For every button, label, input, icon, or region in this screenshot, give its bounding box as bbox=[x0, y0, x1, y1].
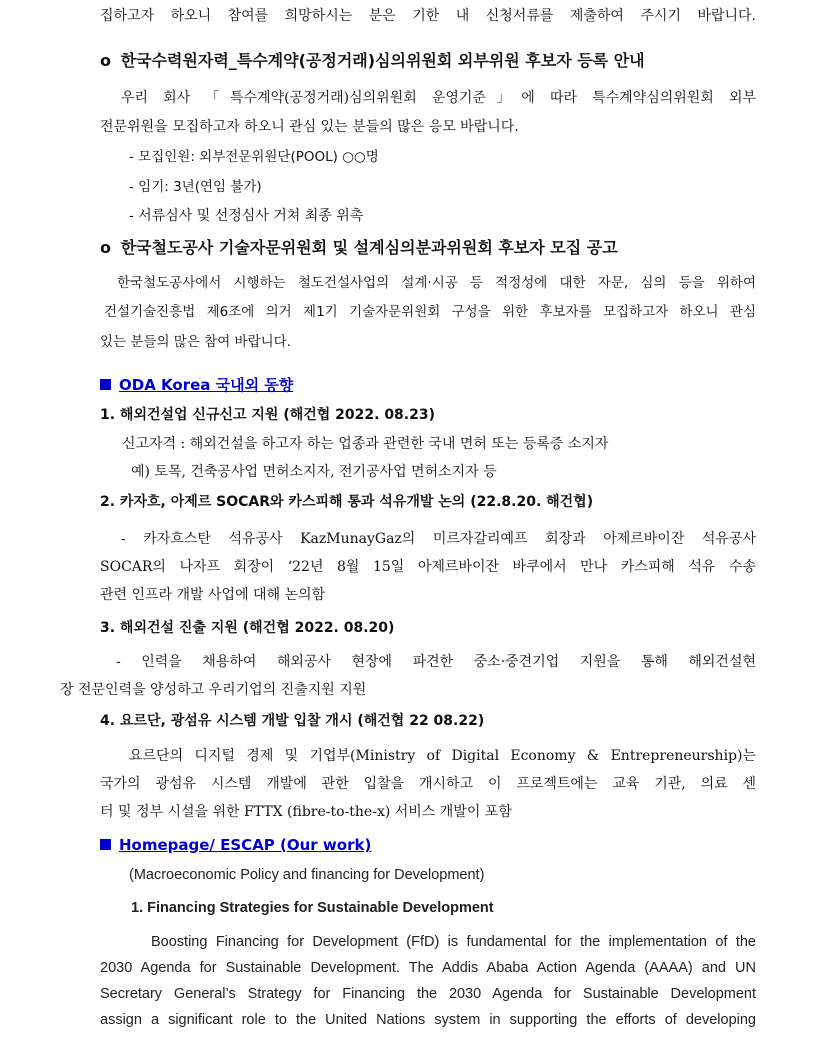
oda-item-text: - 카자흐스탄 석유공사 KazMunayGaz의 미르자갈리예프 회장과 아제르바이잔 석유공사 bbox=[121, 531, 756, 547]
heading-khnp bbox=[100, 51, 645, 71]
section-escap-title: Homepage/ ESCAP (Our work) bbox=[119, 836, 372, 854]
oda-item-text: SOCAR의 나자프 회장이 ‘22년 8월 15일 아제르바이잔 바쿠에서 만나 카스피해 석유 수송 bbox=[100, 559, 756, 575]
oda-item-text: 요르단의 디지털 경제 및 기업부(Ministry of Digital Economy & Entrepreneurship)는 bbox=[129, 748, 756, 764]
escap-item-title: 1. Financing Strategies for Sustainable Development bbox=[131, 900, 494, 916]
blue-square-icon bbox=[100, 379, 111, 390]
khnp-bullet-item: - 모집인원: 외부전문위원단(POOL) ○○명 bbox=[129, 149, 379, 165]
section-oda-korea bbox=[100, 375, 293, 395]
oda-item-text: - 인력을 채용하여 해외공사 현장에 파견한 중소·중견기업 지원을 통해 해외건설현 bbox=[116, 654, 756, 670]
khnp-bullet-item: - 서류심사 및 선정심사 거쳐 최종 위촉 bbox=[129, 208, 364, 224]
korail-paragraph-line: 건설기술진흥법 제6조에 의거 제1기 기술자문위원회 구성을 위한 후보자를 모집하고자 하오니 관심 bbox=[104, 304, 756, 320]
bullet-o-icon: o bbox=[100, 238, 111, 257]
korail-paragraph-line: 있는 분들의 많은 참여 바랍니다. bbox=[100, 334, 291, 350]
oda-item-title: 2. 카자흐, 아제르 SOCAR와 카스피해 통과 석유개발 논의 (22.8.20. 해건협) bbox=[100, 494, 594, 510]
oda-item-text: 신고자격 : 해외건설을 하고자 하는 업종과 관련한 국내 면허 또는 등록증 소지자 bbox=[122, 436, 609, 452]
escap-paragraph-line: 2030 Agenda for Sustainable Development. The Addis Ababa Action Agenda (AAAA) and UN bbox=[100, 960, 756, 976]
khnp-bullet-item: - 임기: 3년(연임 불가) bbox=[129, 179, 262, 195]
intro-line: 집하고자 하오니 참여를 희망하시는 분은 기한 내 신청서류를 제출하여 주시기 바랍니다. bbox=[100, 8, 756, 24]
heading-korail bbox=[100, 238, 618, 258]
oda-item-title: 3. 해외건설 진출 지원 (해건협 2022. 08.20) bbox=[100, 620, 395, 636]
oda-item-text: 예) 토목, 건축공사업 면허소지자, 전기공사업 면허소지자 등 bbox=[131, 464, 497, 480]
oda-item-text: 터 및 정부 시설을 위한 FTTX (fibre-to-the-x) 서비스 개발이 포함 bbox=[100, 804, 512, 820]
escap-paragraph-line: Secretary General’s Strategy for Financing the 2030 Agenda for Sustainable Development bbox=[100, 986, 756, 1002]
heading-korail-text: 한국철도공사 기술자문위원회 및 설계심의분과위원회 후보자 모집 공고 bbox=[120, 238, 618, 257]
oda-item-text: 국가의 광섬유 시스템 개발에 관한 입찰을 개시하고 이 프로젝트에는 교육 기관, 의료 센 bbox=[100, 776, 756, 792]
heading-khnp-text: 한국수력원자력_특수계약(공정거래)심의위원회 외부위원 후보자 등록 안내 bbox=[120, 51, 645, 70]
oda-item-title: 1. 해외건설업 신규신고 지원 (해건협 2022. 08.23) bbox=[100, 407, 436, 423]
oda-item-text: 관련 인프라 개발 사업에 대해 논의함 bbox=[100, 587, 326, 603]
bullet-o-icon: o bbox=[100, 51, 111, 70]
oda-item-title: 4. 요르단, 광섬유 시스템 개발 입찰 개시 (해건협 22 08.22) bbox=[100, 713, 485, 729]
khnp-paragraph-line: 우리 회사 「특수계약(공정거래)심의위원회 운영기준」에 따라 특수계약심의위원회 외부 bbox=[121, 90, 756, 106]
escap-subtitle: (Macroeconomic Policy and financing for Development) bbox=[129, 867, 485, 883]
section-escap bbox=[100, 835, 371, 855]
escap-paragraph-line: assign a significant role to the United Nations system in supporting the efforts of developing bbox=[100, 1012, 756, 1028]
section-oda-title: ODA Korea 국내외 동향 bbox=[119, 376, 294, 394]
khnp-paragraph-line: 전문위원을 모집하고자 하오니 관심 있는 분들의 많은 응모 바랍니다. bbox=[100, 119, 519, 135]
korail-paragraph-line: 한국철도공사에서 시행하는 철도건설사업의 설계·시공 등 적정성에 대한 자문, 심의 등을 위하여 bbox=[117, 275, 756, 291]
escap-paragraph-line: Boosting Financing for Development (FfD) is fundamental for the implementation of the bbox=[151, 934, 756, 950]
oda-item-text: 장 전문인력을 양성하고 우리기업의 진출지원 지원 bbox=[60, 682, 367, 698]
blue-square-icon bbox=[100, 839, 111, 850]
